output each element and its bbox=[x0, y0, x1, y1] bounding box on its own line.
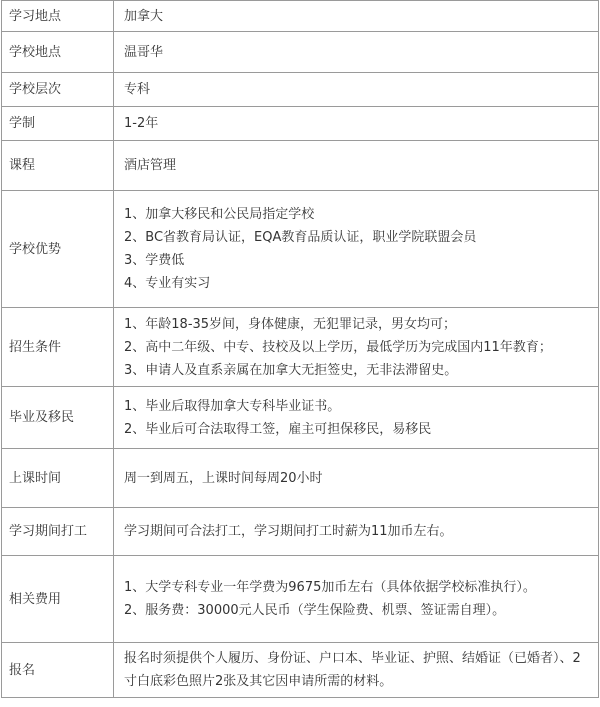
row-value bbox=[114, 32, 599, 73]
row-value bbox=[114, 556, 599, 643]
row-label: 招生条件 bbox=[2, 308, 114, 387]
value-line: 专科 bbox=[124, 82, 151, 97]
row-label: 相关费用 bbox=[2, 556, 114, 643]
value-line: 学习期间可合法打工，学习期间打工时薪为11加币左右。 bbox=[124, 524, 453, 539]
table-row bbox=[2, 508, 599, 556]
table-row bbox=[2, 308, 599, 387]
table-row bbox=[2, 141, 599, 191]
row-label: 报名 bbox=[2, 643, 114, 698]
row-value bbox=[114, 387, 599, 449]
value-line: 1、大学专科专业一年学费为9675加币左右（具体依据学校标准执行）。 bbox=[124, 580, 536, 595]
value-line: 4、专业有实习 bbox=[124, 276, 211, 291]
row-value bbox=[114, 141, 599, 191]
value-line: 2、服务费：30000元人民币（学生保险费、机票、签证需自理）。 bbox=[124, 603, 506, 618]
table-row bbox=[2, 387, 599, 449]
row-label: 毕业及移民 bbox=[2, 387, 114, 449]
value-line: 2、高中二年级、中专、技校及以上学历，最低学历为完成国内11年教育； bbox=[124, 339, 552, 355]
value-line: 温哥华 bbox=[124, 44, 164, 60]
row-value bbox=[114, 107, 599, 141]
table-row bbox=[2, 191, 599, 308]
value-line: 1、加拿大移民和公民局指定学校 bbox=[124, 207, 315, 222]
row-value bbox=[114, 1, 599, 32]
info-table bbox=[1, 0, 599, 698]
row-label: 学习地点 bbox=[2, 1, 114, 32]
row-value bbox=[114, 191, 599, 308]
table-row bbox=[2, 643, 599, 698]
value-line: 1-2年 bbox=[124, 116, 159, 131]
table-row bbox=[2, 73, 599, 107]
value-line: 2、毕业后可合法取得工签，雇主可担保移民，易移民 bbox=[124, 421, 432, 437]
table-row bbox=[2, 556, 599, 643]
value-line: 3、学费低 bbox=[124, 253, 185, 268]
value-line: 1、毕业后取得加拿大专科毕业证书。 bbox=[124, 398, 341, 414]
row-label: 学校层次 bbox=[2, 73, 114, 107]
value-line: 周一到周五，上课时间每周20小时 bbox=[124, 470, 323, 486]
value-line: 酒店管理 bbox=[124, 158, 177, 173]
row-label: 学校优势 bbox=[2, 191, 114, 308]
value-paragraph: 报名时须提供个人履历、身份证、户口本、毕业证、护照、结婚证（已婚者）、2寸白底彩色照片2张及其它因申请所需的材料。 bbox=[124, 651, 581, 689]
table-row bbox=[2, 32, 599, 73]
row-label: 学制 bbox=[2, 107, 114, 141]
value-line: 1、年龄18-35岁间，身体健康，无犯罪记录，男女均可； bbox=[124, 316, 457, 332]
row-label: 上课时间 bbox=[2, 449, 114, 508]
row-value bbox=[114, 508, 599, 556]
table-row bbox=[2, 1, 599, 32]
value-line: 3、申请人及直系亲属在加拿大无拒签史，无非法滞留史。 bbox=[124, 362, 458, 378]
row-value bbox=[114, 308, 599, 387]
table-row bbox=[2, 107, 599, 141]
row-value bbox=[114, 449, 599, 508]
table-row bbox=[2, 449, 599, 508]
value-line: 加拿大 bbox=[124, 8, 164, 24]
row-label: 学习期间打工 bbox=[2, 508, 114, 556]
row-label: 学校地点 bbox=[2, 32, 114, 73]
value-line: 2、BC省教育局认证，EQA教育品质认证，职业学院联盟会员 bbox=[124, 230, 477, 245]
row-value bbox=[114, 643, 599, 698]
row-label: 课程 bbox=[2, 141, 114, 191]
row-value bbox=[114, 73, 599, 107]
